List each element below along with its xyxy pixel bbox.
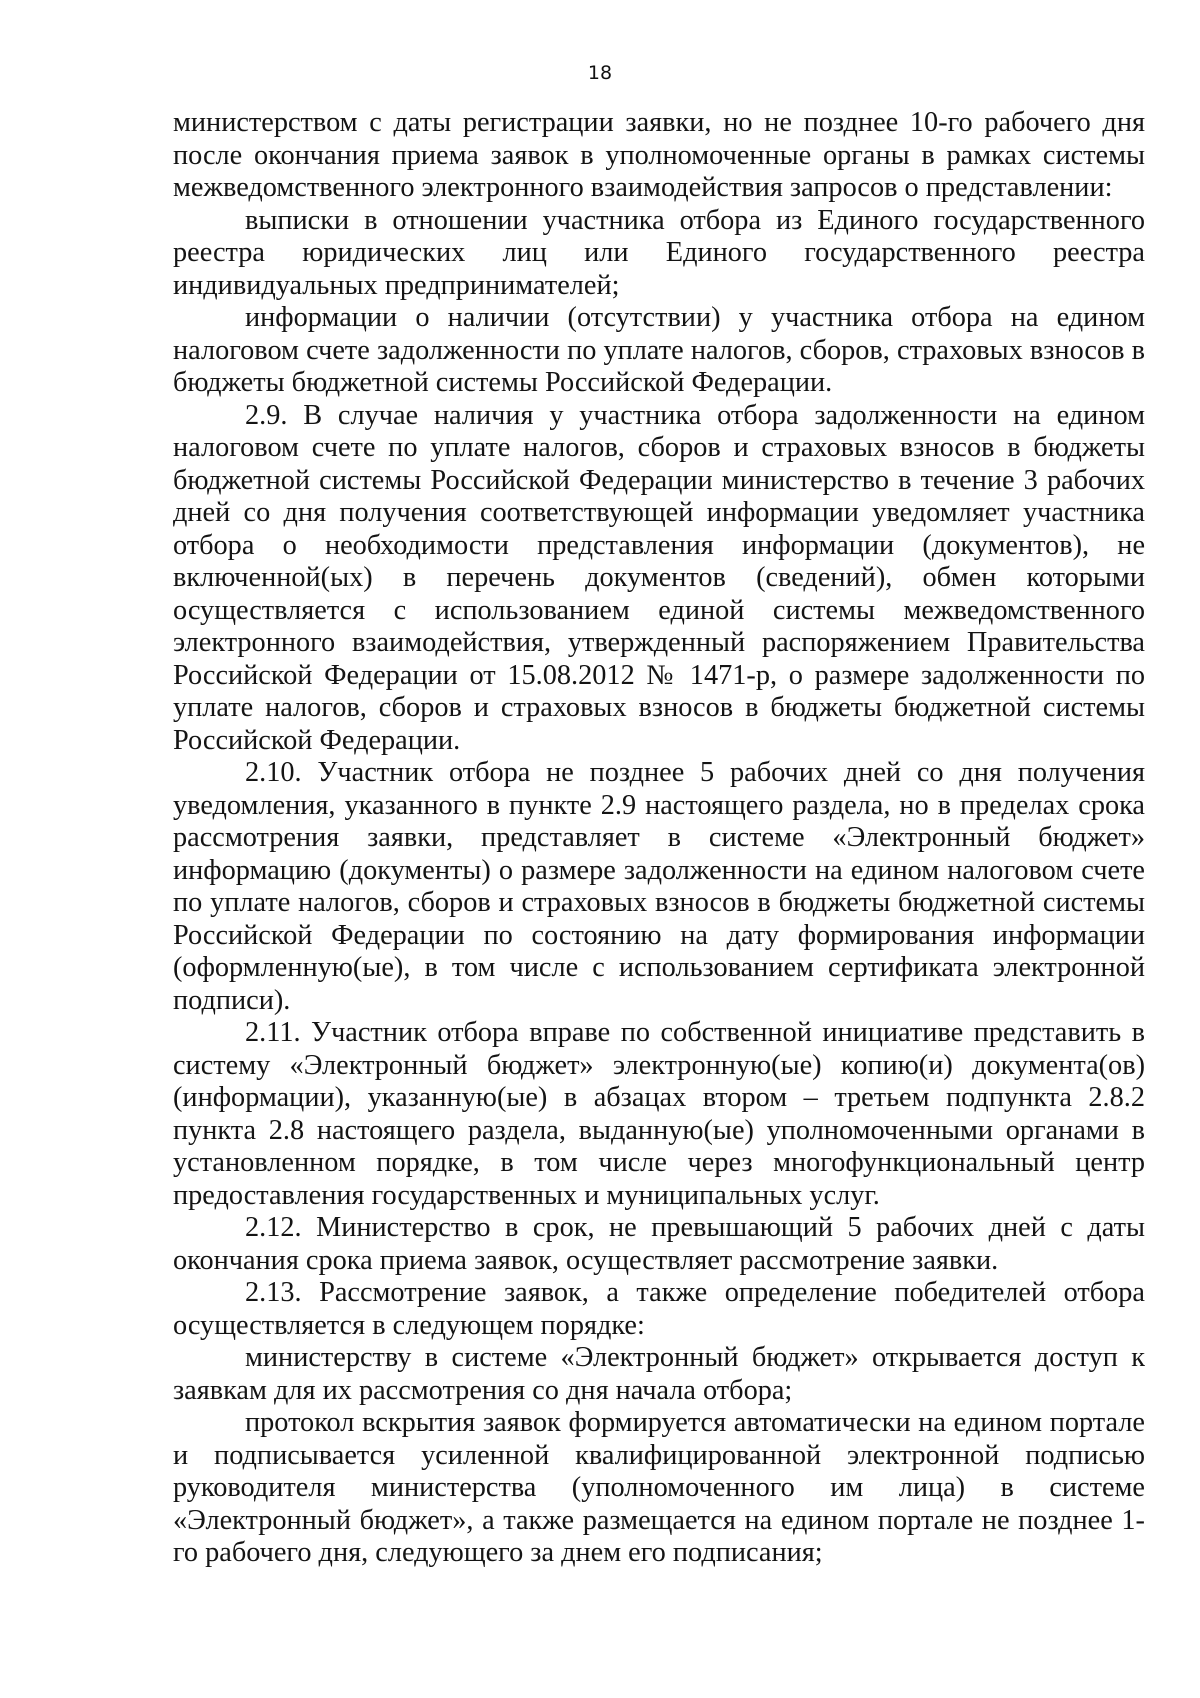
paragraph-2-11: 2.11. Участник отбора вправе по собственной инициативе представить в систему «Электронный бюджет» электронную(ые) копию(и) документа(ов) (информации), указанную(ые) в абзацах втором – третьем подпункта 2.8.2 пункта 2.8 настоящего раздела, выданную(ые) уполномоченными органами в установленном порядке, в том числе через многофункциональный центр предоставления государственных и муниципальных услуг. bbox=[173, 1017, 1145, 1211]
paragraph-2-10: 2.10. Участник отбора не позднее 5 рабочих дней со дня получения уведомления, указанного в пункте 2.9 настоящего раздела, но в пределах срока рассмотрения заявки, представляет в системе «Электронный бюджет» информацию (документы) о размере задолженности на едином налоговом счете по уплате налогов, сборов и страховых взносов в бюджеты бюджетной системы Российской Федерации по состоянию на дату формирования информации (оформленную(ые), в том числе с использованием сертификата электронной подписи). bbox=[173, 757, 1145, 1016]
document-body bbox=[173, 107, 1145, 1570]
paragraph-extract-egrul: выписки в отношении участника отбора из Единого государственного реестра юридических лиц или Единого государственного реестра индивидуальных предпринимателей; bbox=[173, 204, 1145, 301]
paragraph-2-9: 2.9. В случае наличия у участника отбора задолженности на едином налоговом счете по уплате налогов, сборов и страховых взносов в бюджеты бюджетной системы Российской Федерации министерство в течение 3 рабочих дней со дня получения соответствующей информации уведомляет участника отбора о необходимости представления информации (документов), не включенной(ых) в перечень документов (сведений), обмен которыми осуществляется с использованием единой системы межведомственного электронного взаимодействия, утвержденный распоряжением Правительства Российской Федерации от 15.08.2012 № 1471-р, о размере задолженности по уплате налогов, сборов и страховых взносов в бюджеты бюджетной системы Российской Федерации. bbox=[173, 399, 1145, 756]
page-number: 18 bbox=[587, 62, 613, 84]
paragraph-tax-debt-info: информации о наличии (отсутствии) у участника отбора на едином налоговом счете задолженности по уплате налогов, сборов, страховых взносов в бюджеты бюджетной системы Российской Федерации. bbox=[173, 302, 1145, 398]
paragraph-2-13: 2.13. Рассмотрение заявок, а также определение победителей отбора осуществляется в следующем порядке: bbox=[173, 1277, 1145, 1341]
paragraph-access-to-applications: министерству в системе «Электронный бюджет» открывается доступ к заявкам для их рассмотрения со дня начала отбора; bbox=[173, 1342, 1145, 1406]
paragraph-opening-protocol: протокол вскрытия заявок формируется автоматически на едином портале и подписывается усиленной квалифицированной электронной подписью руководителя министерства (уполномоченного им лица) в системе «Электронный бюджет», а также размещается на едином портале не позднее 1-го рабочего дня, следующего за днем его подписания; bbox=[173, 1407, 1145, 1568]
paragraph-continuation: министерством с даты регистрации заявки, но не позднее 10-го рабочего дня после окончания приема заявок в уполномоченные органы в рамках системы межведомственного электронного взаимодействия запросов о представлении: bbox=[173, 107, 1145, 203]
paragraph-2-12: 2.12. Министерство в срок, не превышающий 5 рабочих дней с даты окончания срока приема заявок, осуществляет рассмотрение заявки. bbox=[173, 1212, 1145, 1276]
